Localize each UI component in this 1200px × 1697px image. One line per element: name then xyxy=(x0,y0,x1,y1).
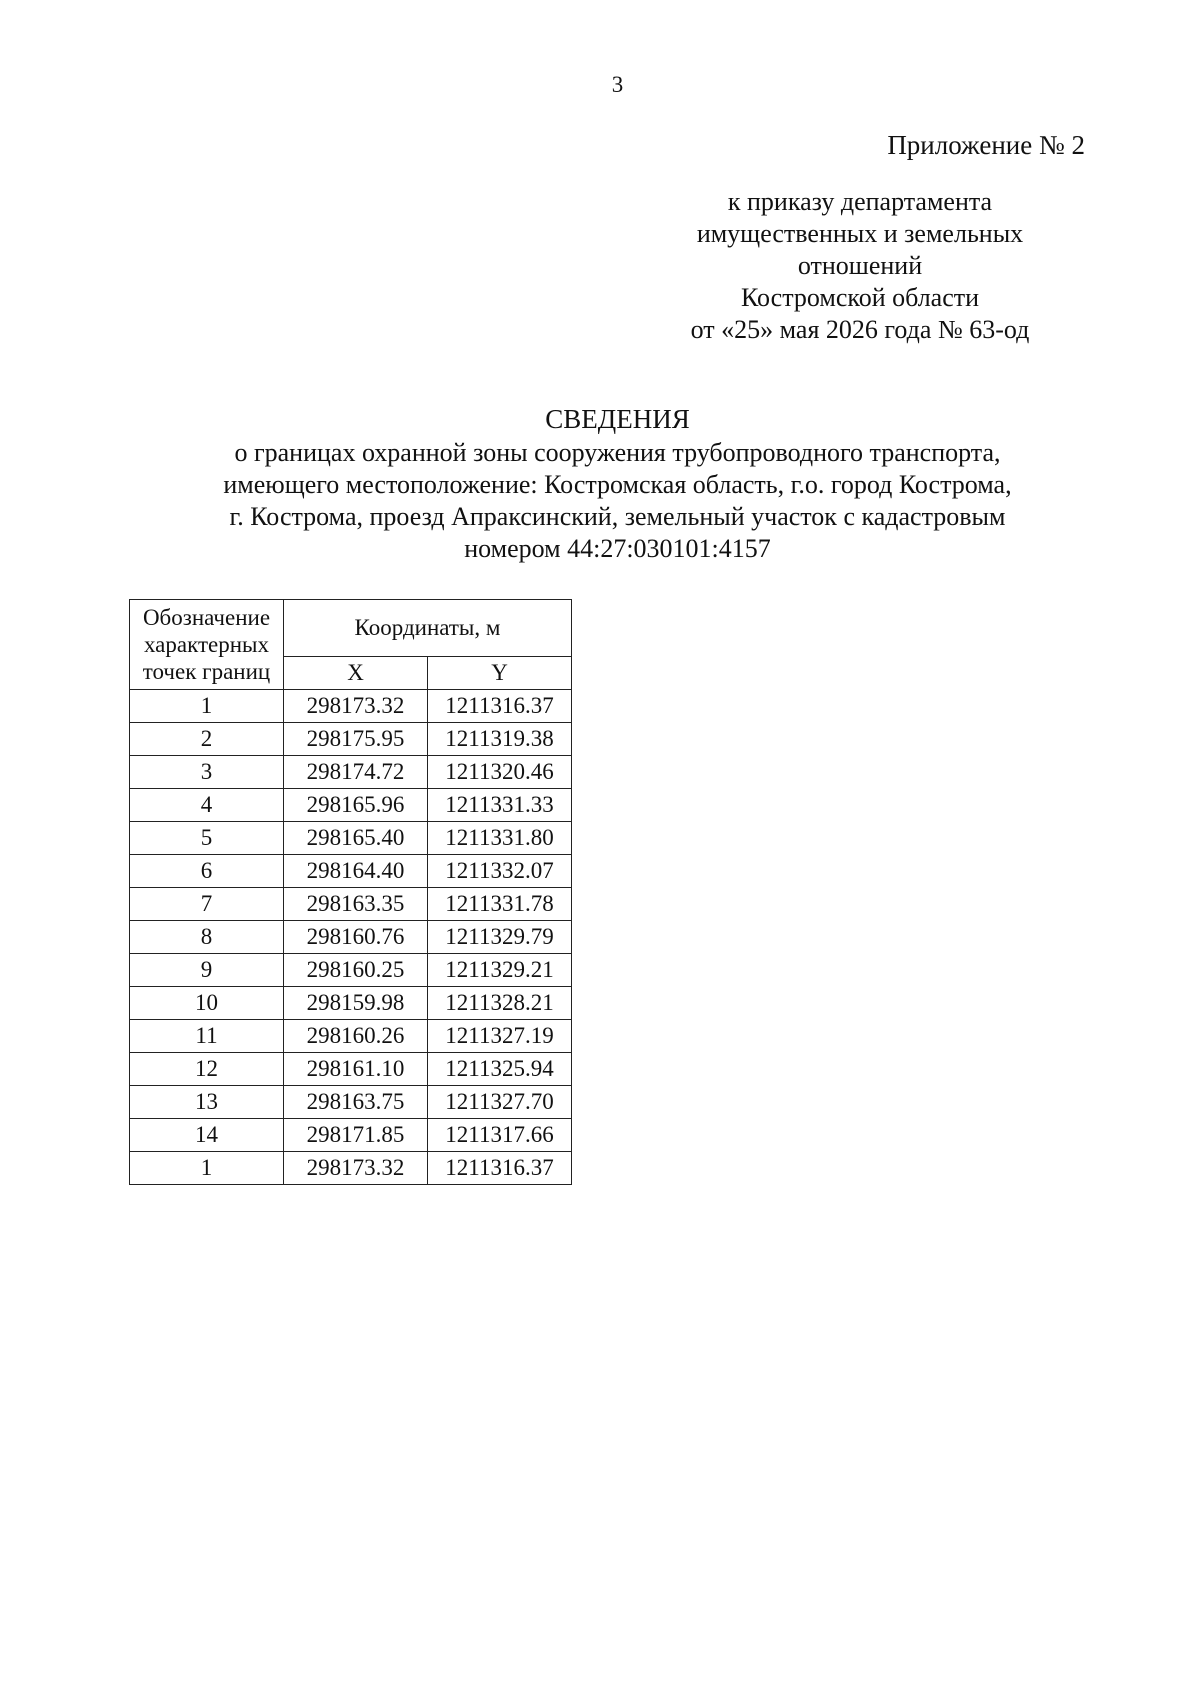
table-row xyxy=(130,690,572,723)
point-cell: 5 xyxy=(130,822,284,855)
x-header: X xyxy=(284,657,428,690)
x-cell: 298160.25 xyxy=(284,954,428,987)
y-cell: 1211332.07 xyxy=(428,855,572,888)
x-cell: 298159.98 xyxy=(284,987,428,1020)
order-reference xyxy=(610,186,1110,346)
table-row xyxy=(130,921,572,954)
x-cell: 298163.75 xyxy=(284,1086,428,1119)
point-cell: 2 xyxy=(130,723,284,756)
point-cell: 7 xyxy=(130,888,284,921)
coordinates-header: Координаты, м xyxy=(284,600,572,657)
y-cell: 1211325.94 xyxy=(428,1053,572,1086)
x-cell: 298164.40 xyxy=(284,855,428,888)
point-cell: 10 xyxy=(130,987,284,1020)
y-cell: 1211328.21 xyxy=(428,987,572,1020)
y-cell: 1211327.19 xyxy=(428,1020,572,1053)
point-cell: 11 xyxy=(130,1020,284,1053)
point-cell: 6 xyxy=(130,855,284,888)
document-subtitle xyxy=(0,437,1200,565)
point-cell: 3 xyxy=(130,756,284,789)
coordinates-table xyxy=(129,599,572,1185)
table-row xyxy=(130,1152,572,1185)
page-number: 3 xyxy=(611,72,624,97)
x-cell: 298165.40 xyxy=(284,822,428,855)
order-line: отношений xyxy=(797,251,923,280)
point-header-line: точек границ xyxy=(142,659,271,684)
point-cell: 12 xyxy=(130,1053,284,1086)
x-cell: 298173.32 xyxy=(284,690,428,723)
point-cell: 1 xyxy=(130,1152,284,1185)
y-header: Y xyxy=(428,657,572,690)
table-row xyxy=(130,789,572,822)
table-row xyxy=(130,756,572,789)
x-cell: 298171.85 xyxy=(284,1119,428,1152)
y-cell: 1211316.37 xyxy=(428,690,572,723)
y-cell: 1211329.79 xyxy=(428,921,572,954)
y-cell: 1211319.38 xyxy=(428,723,572,756)
point-cell: 4 xyxy=(130,789,284,822)
x-cell: 298160.76 xyxy=(284,921,428,954)
point-designation-header xyxy=(130,600,284,690)
order-line: имущественных и земельных xyxy=(696,219,1024,248)
x-cell: 298165.96 xyxy=(284,789,428,822)
appendix-title: Приложение № 2 xyxy=(887,130,1085,160)
subtitle-line: г. Кострома, проезд Апраксинский, земельный участок с кадастровым xyxy=(229,502,1006,531)
subtitle-line: номером 44:27:030101:4157 xyxy=(464,534,771,563)
subtitle-line: о границах охранной зоны сооружения трубопроводного транспорта, xyxy=(234,438,1001,467)
y-cell: 1211331.78 xyxy=(428,888,572,921)
table-body xyxy=(130,690,572,1185)
y-cell: 1211316.37 xyxy=(428,1152,572,1185)
point-cell: 13 xyxy=(130,1086,284,1119)
y-cell: 1211331.80 xyxy=(428,822,572,855)
order-line: к приказу департамента xyxy=(727,187,993,216)
table-row xyxy=(130,723,572,756)
point-header-line: характерных xyxy=(143,632,269,657)
x-cell: 298161.10 xyxy=(284,1053,428,1086)
table-row xyxy=(130,822,572,855)
x-cell: 298160.26 xyxy=(284,1020,428,1053)
y-cell: 1211320.46 xyxy=(428,756,572,789)
table-row xyxy=(130,1119,572,1152)
table-row xyxy=(130,954,572,987)
x-cell: 298173.32 xyxy=(284,1152,428,1185)
point-cell: 8 xyxy=(130,921,284,954)
subtitle-line: имеющего местоположение: Костромская область, г.о. город Кострома, xyxy=(223,470,1012,499)
point-cell: 1 xyxy=(130,690,284,723)
point-cell: 9 xyxy=(130,954,284,987)
x-cell: 298163.35 xyxy=(284,888,428,921)
table-row xyxy=(130,888,572,921)
order-line: от «25» мая 2026 года № 63-од xyxy=(690,315,1030,344)
table-row xyxy=(130,1086,572,1119)
point-header-line: Обозначение xyxy=(142,605,271,630)
y-cell: 1211331.33 xyxy=(428,789,572,822)
y-cell: 1211329.21 xyxy=(428,954,572,987)
y-cell: 1211327.70 xyxy=(428,1086,572,1119)
table-row xyxy=(130,1053,572,1086)
table-row xyxy=(130,855,572,888)
x-cell: 298174.72 xyxy=(284,756,428,789)
table-row xyxy=(130,1020,572,1053)
order-line: Костромской области xyxy=(740,283,980,312)
x-cell: 298175.95 xyxy=(284,723,428,756)
table-row xyxy=(130,987,572,1020)
document-title: СВЕДЕНИЯ xyxy=(545,404,690,434)
y-cell: 1211317.66 xyxy=(428,1119,572,1152)
point-cell: 14 xyxy=(130,1119,284,1152)
